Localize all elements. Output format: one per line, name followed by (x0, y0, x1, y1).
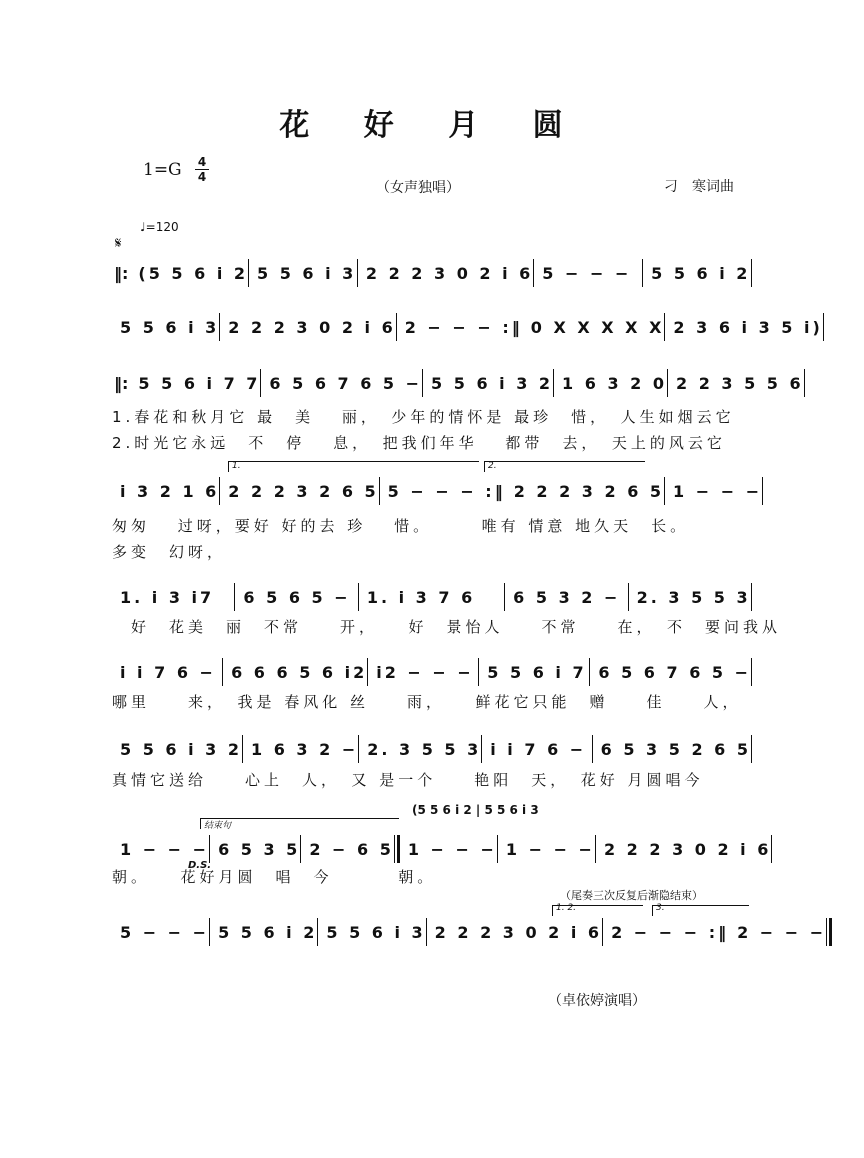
lyric-line: 1.春花和秋月它 最 美 丽， 少年的情怀是 最珍 惜， 人生如烟云它 (112, 408, 735, 426)
measure: 5 5 6 i 7 (487, 662, 587, 682)
measure: i 3 2 1 6 (120, 481, 220, 501)
measure: 5 − − − :‖ (387, 481, 506, 501)
ending-label: 结束句 (204, 821, 232, 831)
volta-bracket-2 (484, 461, 645, 472)
measure: 2 2 2 3 0 2 i 6 (603, 839, 772, 859)
volta-label-2: 2. (488, 461, 497, 471)
measure: 6 5 6 7 6 5 − (269, 373, 423, 393)
lyric-line: 2.时光它永远 不 停 息， 把我们年华 都带 去， 天上的风云它 (112, 434, 726, 452)
measure: 1 − − − (505, 839, 595, 859)
volta-label-3: 3. (656, 903, 665, 913)
meter-bottom: 4 (197, 170, 207, 184)
barline (751, 658, 752, 686)
measure: 5 5 6 i 7 7 (138, 373, 261, 393)
repeat-intro-notes: (5 5 6 i 2 | 5 5 6 i 3 (412, 803, 539, 817)
measure: 5 5 6 i 2 (651, 263, 751, 283)
measure: i2 − − − (376, 662, 474, 682)
time-signature (195, 156, 209, 183)
lyric-line: 哪里 来， 我是 春风化 丝 雨， 鲜花它只能 赠 佳 人， (112, 693, 742, 711)
measure: (5 5 6 i 2 (138, 263, 249, 283)
lyric-line: 真情它送给 心上 人， 又 是一个 艳阳 天， 花好 月圆唱今 (112, 771, 704, 789)
song-title: 花 好 月 圆 (279, 108, 585, 143)
measure: 2 − − − (737, 922, 827, 942)
measure: 1. i 3 7 6 (366, 587, 476, 607)
measure: 1 − − − (120, 839, 210, 859)
barline (823, 313, 824, 341)
ending-instruction: （尾奏三次反复后渐隐结束） (560, 889, 703, 902)
score-row-2 (112, 310, 823, 344)
barline (751, 583, 752, 611)
lyric-line: 好 花美 丽 不常 开， 好 景怡人 不常 在， 不 要问我从 (112, 618, 782, 636)
measure: 2 − − − :‖ (404, 317, 523, 337)
measure: 2 2 2 3 2 6 5 (513, 481, 665, 501)
measure: 5 5 6 i 3 2 (120, 739, 242, 759)
performer-credit: （卓依婷演唱） (548, 993, 646, 1009)
measure: 2 2 2 3 2 6 5 (228, 481, 379, 501)
repeat-start: ‖: (114, 263, 129, 283)
score-row-4 (112, 474, 763, 508)
score-row-6 (112, 655, 752, 689)
score-row-7 (112, 732, 752, 766)
measure: 1 − − − (407, 839, 497, 859)
barline (762, 477, 763, 505)
measure: 2 − 6 5 (309, 839, 394, 859)
tempo-mark: ♩=120 (140, 220, 179, 234)
barline (771, 835, 772, 863)
subtitle: （女声独唱） (376, 180, 460, 196)
measure: 1 6 3 2 0 (562, 373, 667, 393)
measure: 1. i 3 i7 (120, 587, 215, 607)
lyric-line: 匆匆 过呀，要好 好的去 珍 惜。 唯有 情意 地久天 长。 (112, 517, 690, 535)
score-row-3 (112, 366, 804, 400)
measure: 5 5 6 i 3 (257, 263, 357, 283)
measure: 6 5 6 7 6 5 − (598, 662, 751, 682)
measure: 5 5 6 i 3 (120, 317, 220, 337)
measure: 6 5 3 2 − (513, 587, 621, 607)
barline (804, 369, 805, 397)
measure: 2 − − − :‖ (611, 922, 730, 942)
measure: 5 5 6 i 2 (218, 922, 318, 942)
barline (751, 735, 752, 763)
measure: 0 X X X X X (530, 317, 665, 337)
repeat-start: ‖: (114, 373, 129, 393)
measure: 5 5 6 i 3 2 (431, 373, 554, 393)
volta-label-12: 1. 2. (556, 903, 577, 913)
barline (751, 259, 752, 287)
measure: 6 5 3 5 2 6 5 (600, 739, 751, 759)
measure: 2 2 2 3 0 2 i 6 (434, 922, 603, 942)
measure: 2 2 2 3 0 2 i 6 (228, 317, 396, 337)
final-barline (826, 918, 832, 946)
segno-sign: 𝄋 (115, 234, 122, 252)
measure: i i 7 6 − (120, 662, 216, 682)
measure: 6 6 6 5 6 i2 (231, 662, 368, 682)
score-row-1 (112, 256, 752, 290)
measure: 1 6 3 2 − (251, 739, 359, 759)
lyric-line: 朝。 花好月圆 唱 今 朝。 (112, 868, 437, 886)
measure: 2. 3 5 5 3 (367, 739, 482, 759)
measure: 6 5 3 5 (218, 839, 301, 859)
lyric-line: 多变 幻呀， (112, 543, 227, 561)
measure: 2 2 3 5 5 6 (675, 373, 804, 393)
ds-mark: D.S. (188, 860, 212, 871)
score-row-5 (112, 580, 752, 614)
measure: 6 5 6 5 − (243, 587, 351, 607)
measure: 2 2 2 3 0 2 i 6 (365, 263, 534, 283)
measure: 5 − − − (542, 263, 632, 283)
key-signature: 1=G (143, 160, 182, 180)
meter-top: 4 (197, 155, 207, 169)
composer-credit: 刁 寒词曲 (664, 179, 734, 195)
measure: 5 − − − (120, 922, 210, 942)
score-row-9 (112, 915, 827, 949)
volta-bracket-1 (228, 461, 479, 472)
volta-label-1: 1. (232, 461, 241, 471)
measure: i i 7 6 − (490, 739, 587, 759)
measure: 1 − − − (673, 481, 763, 501)
measure: 2 3 6 i 3 5 i) (673, 317, 823, 337)
measure: 2. 3 5 5 3 (636, 587, 751, 607)
measure: 5 5 6 i 3 (326, 922, 426, 942)
